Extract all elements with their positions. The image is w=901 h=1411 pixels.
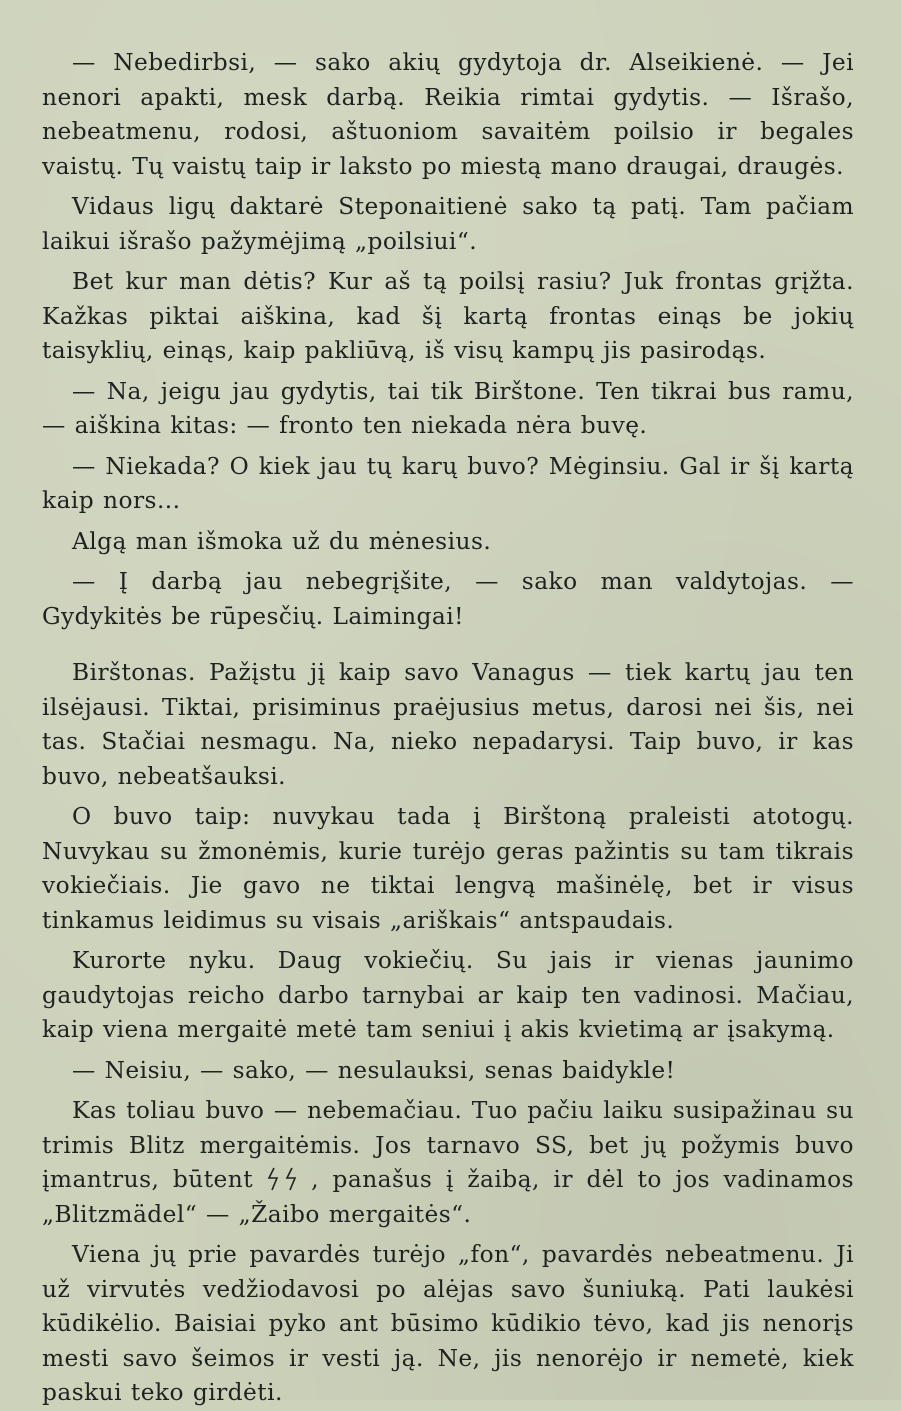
paragraph: Birštonas. Pažįstu jį kaip savo Vanagus — tiek kartų jau ten ilsėjausi. Tiktai, prisiminus praėjusius metus, darosi nei šis, nei tas. Stačiai nesmagu. Na, nieko nepadarysi. Taip buvo, ir kas buvo, nebeatšauksi.	[42, 659, 854, 790]
paragraph: Kurorte nyku. Daug vokiečių. Su jais ir vienas jaunimo gaudytojas reicho darbo tarnybai ar kaip ten vadinosi. Mačiau, kaip viena mergaitė metė tam seniui į akis kvietimą ar įsakymą.	[42, 947, 854, 1043]
section-two	[42, 656, 854, 1411]
paragraph: Vidaus ligų daktarė Steponaitienė sako tą patį. Tam pačiam laikui išrašo pažymėjimą „poilsiui“.	[42, 193, 854, 255]
paragraph: Bet kur man dėtis? Kur aš tą poilsį rasiu? Juk frontas grįžta. Kažkas piktai aiškina, kad šį kartą frontas einąs be jokių taisyklių, einąs, kaip pakliūvą, iš visų kampų jis pasirodąs.	[42, 268, 854, 364]
paragraph: — Į darbą jau nebegrįšite, — sako man valdytojas. — Gydykitės be rūpesčių. Laimingai!	[42, 568, 854, 630]
paragraph: Algą man išmoka už du mėnesius.	[72, 527, 492, 555]
paragraph: — Niekada? O kiek jau tų karų buvo? Mėginsiu. Gal ir šį kartą kaip nors...	[42, 452, 854, 514]
paragraph: Viena jų prie pavardės turėjo „fon“, pavardės nebeatmenu. Ji už virvutės vedžiodavosi po alėjas savo šuniuką. Pati laukėsi kūdikėlio. Baisiai pyko ant būsimo kūdikio tėvo, kad jis nenorįs mesti savo šeimos ir vesti ją. Ne, jis nenorėjo ir nemetė, kiek paskui teko girdėti.	[42, 1241, 854, 1406]
paragraph-text-after: , panašus į žaibą, ir dėl to jos vadinamos „Blitzmädel“ — „Žaibo mergaitės“.	[42, 1166, 854, 1228]
paragraph: — Nebedirbsi, — sako akių gydytoja dr. Alseikienė. — Jei nenori apakti, mesk darbą. Reikia rimtai gydytis. — Išrašo, nebeatmenu, rodosi, aštuoniom savaitėm poilsio ir begales vaistų. Tų vaistų taip ir laksto po miestą mano draugai, draugės.	[42, 49, 854, 180]
paragraph-with-runes	[42, 1094, 854, 1232]
paragraph: — Neisiu, — sako, — nesulauksi, senas baidykle!	[72, 1056, 676, 1084]
paragraph-text-before: Kas toliau buvo — nebemačiau. Tuo pačiu laiku susipažinau su trimis Blitz mergaitėmis. Jos tarnavo SS, bet jų požymis buvo įmantrus, būtent	[42, 1097, 854, 1193]
paragraph: O buvo taip: nuvykau tada į Birštoną praleisti atotogų. Nuvykau su žmonėmis, kurie turėjo geras pažintis su tam tikrais vokiečiais. Jie gavo ne tiktai lengvą mašinėlę, bet ir visus tinkamus leidimus su visais „ariškais“ antspaudais.	[42, 803, 854, 934]
section-one	[42, 46, 854, 634]
paragraph: — Na, jeigu jau gydytis, tai tik Birštone. Ten tikrai bus ramu, — aiškina kitas: — fronto ten niekada nėra buvę.	[42, 377, 854, 439]
ss-runes-icon	[265, 1167, 305, 1191]
